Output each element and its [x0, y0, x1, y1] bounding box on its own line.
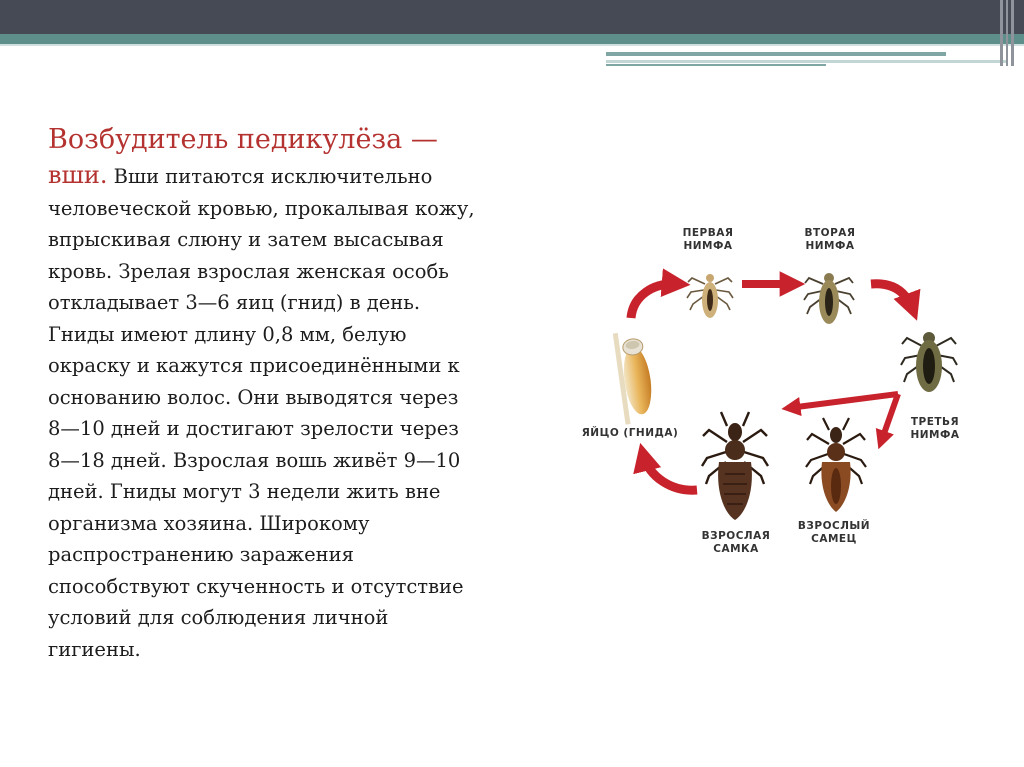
arrow-third-nymph-to-adults: [789, 394, 898, 408]
label-second-nymph-line2: НИМФА: [805, 240, 855, 252]
slide-title-tail: вши.: [48, 161, 108, 189]
nit-egg-image: [613, 329, 657, 424]
label-adult-female-line1: ВЗРОСЛАЯ: [701, 530, 771, 542]
slide-text: [48, 120, 548, 665]
header-accent-line: [0, 44, 1024, 46]
second-nymph-image: [804, 273, 854, 324]
label-first-nymph-line2: НИМФА: [683, 240, 733, 252]
label-egg-text: ЯЙЦО (ГНИДА): [581, 427, 679, 439]
lice-life-cycle-diagram: [555, 210, 985, 590]
label-third-nymph: [895, 416, 975, 442]
label-adult-female-line2: САМКА: [713, 543, 759, 555]
arrow-egg-to-first-nymph: [631, 284, 679, 318]
label-third-nymph-line1: ТРЕТЬЯ: [910, 416, 960, 428]
label-adult-female: [691, 530, 781, 556]
label-first-nymph: [668, 227, 748, 253]
label-third-nymph-line2: НИМФА: [910, 429, 960, 441]
decor-vertical-stripes: [1000, 0, 1016, 66]
slide-body-text: Вши питаются исключительно человеческой кровью, прокалывая кожу, впрыскивая слюну и затем высасывая кровь. Зрелая взрослая женская особь откладывает 3—6 яиц (гнид) в день. Гниды имеют длину 0,8 мм, белую окраску и кажутся присоединёнными к основанию волос. Они выводятся через 8—10 дней и достигают зрелости через 8—18 дней. Взрослая вошь живёт 9—10 дней. Гниды могут 3 недели жить вне организма хозяина. Широкому распространению заражения способствуют скученность и отсутствие условий для соблюдения личной гигиены.: [48, 165, 475, 661]
header-bar: [0, 0, 1024, 34]
label-second-nymph: [790, 227, 870, 253]
label-second-nymph-line1: ВТОРАЯ: [804, 227, 856, 239]
label-egg: [565, 427, 695, 440]
label-first-nymph-line1: ПЕРВАЯ: [682, 227, 734, 239]
decor-strip: [606, 52, 946, 56]
third-nymph-image: [901, 332, 957, 392]
header-accent-bar: [0, 34, 1024, 44]
adult-female-image: [702, 412, 768, 520]
decor-strip: [606, 64, 826, 66]
arrow-adult-female-to-egg: [643, 454, 697, 490]
slide-title: Возбудитель педикулёза —: [48, 124, 438, 155]
decor-strip: [606, 60, 1006, 63]
arrow-second-to-third-nymph: [871, 284, 913, 310]
first-nymph-image: [687, 274, 733, 318]
slide-paragraph: [48, 160, 548, 665]
label-adult-male-line2: САМЕЦ: [811, 533, 857, 545]
adult-male-image: [806, 418, 866, 512]
label-adult-male: [789, 520, 879, 546]
label-adult-male-line1: ВЗРОСЛЫЙ: [797, 520, 871, 532]
